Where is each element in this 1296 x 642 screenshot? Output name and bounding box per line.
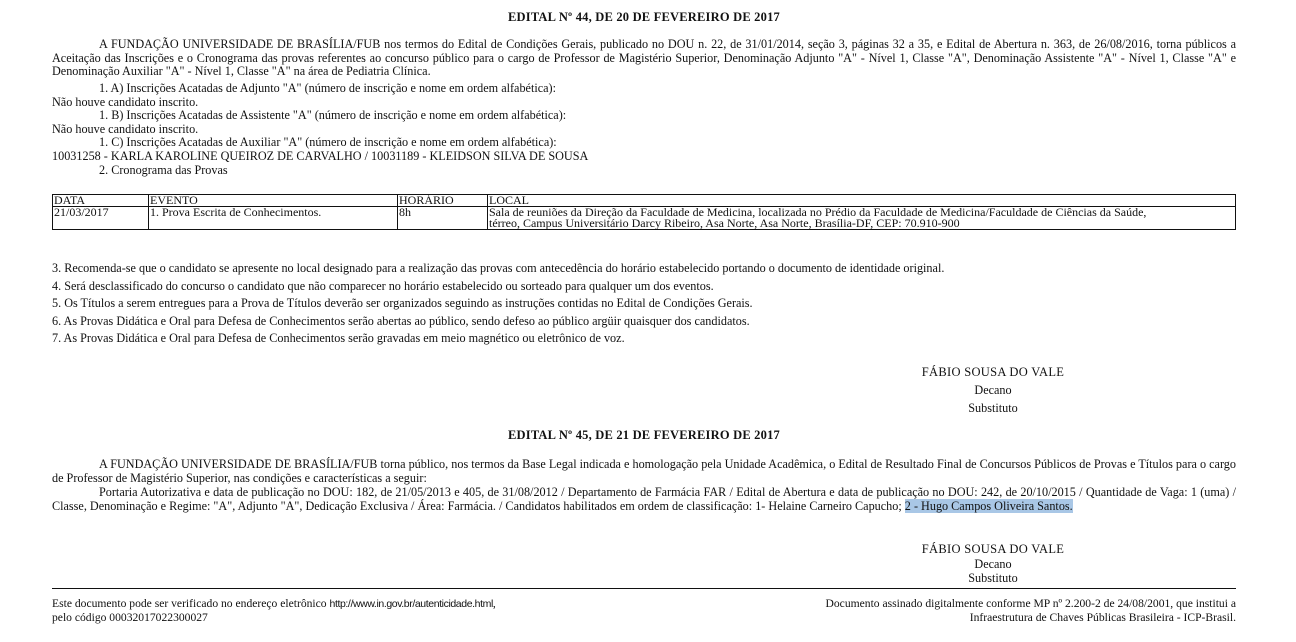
header-data: DATA	[53, 195, 149, 207]
edital-45-title: EDITAL Nº 45, DE 21 DE FEVEREIRO DE 2017	[507, 428, 780, 442]
list-item: 5. Os Títulos a serem entregues para a Prova de Títulos deverão ser organizados seguindo as instruções contidas no Edital de Condições Gerais.	[52, 296, 753, 311]
signature-role: Decano	[974, 383, 1012, 397]
item-1a-heading: 1. A) Inscrições Acatadas de Adjunto "A" (número de inscrição e nome em ordem alfabética):	[99, 81, 556, 95]
edital-44-list	[52, 82, 1236, 177]
item-1b-heading: 1. B) Inscrições Acatadas de Assistente "A" (número de inscrição e nome em ordem alfabética):	[99, 108, 567, 123]
list-item: 6. As Provas Didática e Oral para Defesa de Conhecimentos serão abertas ao público, sendo defeso ao público argüir quaisquer dos candidatos.	[52, 313, 750, 328]
edital-44-items	[52, 262, 1236, 350]
edital-44-signature	[843, 363, 1143, 417]
list-item: 3. Recomenda-se que o candidato se apresente no local designado para a realização das provas com antecedência do horário estabelecido portando o documento de identidade original.	[52, 261, 945, 275]
edital-45-signature	[843, 542, 1143, 586]
edital-45-intro: A FUNDAÇÃO UNIVERSIDADE DE BRASÍLIA/FUB torna público, nos termos da Base Legal indicada e homologação pela Unidade Acadêmica, o Edital de Resultado Final de Concursos Públicos de Provas e Títulos para o cargo de Professor de Magistério Superior, nas condições e características a seguir:	[52, 457, 1236, 485]
schedule-table	[52, 194, 1236, 230]
footer-code: pelo código 00032017022300027	[52, 611, 208, 624]
header-horario: HORÁRIO	[398, 195, 488, 207]
edital-45-body	[52, 486, 1236, 513]
footer-signature-line1: Documento assinado digitalmente conforme MP nº 2.200-2 de 24/08/2001, que institui a	[825, 597, 1236, 610]
item-1c-result: 10031258 - KARLA KAROLINE QUEIROZ DE CARVALHO / 10031189 - KLEIDSON SILVA DE SOUSA	[52, 148, 589, 163]
header-evento: EVENTO	[149, 195, 398, 207]
item-2-heading: 2. Cronograma das Provas	[99, 162, 228, 177]
item-1b-result: Não houve candidato inscrito.	[52, 121, 199, 136]
cell-event: 1. Prova Escrita de Conhecimentos.	[149, 207, 398, 230]
cell-location-line2: térreo, Campus Universitário Darcy Ribeiro, Asa Norte, Asa Norte, Brasília-DF, CEP: 70.910-900	[489, 216, 960, 230]
edital-45-body-text: Portaria Autorizativa e data de publicação no DOU: 182, de 21/05/2013 e 405, de 31/08/2012 / Departamento de Farmácia FAR / Edital de Abertura e data de publicação no DOU: 242, de 20/10/2015 / Quantidade de Vaga: 1 (uma) / Classe, Denominação e Regime: "A", Adjunto "A", Dedicação Exclusiva / Área: Farmácia. / Candidatos habilitados em ordem de classificação: 1- Helaine Carneiro Capucho;	[52, 485, 1236, 513]
footer-comma: ,	[492, 597, 496, 610]
signature-role: Decano	[974, 556, 1012, 571]
cell-location-line1: Sala de reuniões da Direção da Faculdade de Medicina, localizada no Prédio da Faculdade de Medicina/Faculdade de Ciências da Saúde,	[489, 205, 1147, 219]
signature-note: Substituto	[968, 571, 1018, 585]
footer-signature-line2: Infraestrutura de Chaves Públicas Brasileira - ICP-Brasil.	[969, 611, 1236, 624]
footer-divider	[52, 588, 1236, 589]
selected-text-highlight[interactable]: 2 - Hugo Campos Oliveira Santos.	[904, 498, 1073, 513]
footer-signature-note	[826, 597, 1237, 625]
cell-date: 21/03/2017	[53, 207, 149, 230]
edital-44-title: EDITAL Nº 44, DE 20 DE FEVEREIRO DE 2017	[507, 10, 780, 24]
item-1c-heading: 1. C) Inscrições Acatadas de Auxiliar "A" (número de inscrição e nome em ordem alfabética):	[99, 135, 557, 150]
signature-note: Substituto	[968, 401, 1018, 415]
table-row	[53, 207, 1236, 230]
footer-verification-link[interactable]: http://www.in.gov.br/autenticidade.html	[329, 598, 493, 610]
list-item: 7. As Provas Didática e Oral para Defesa de Conhecimentos serão gravadas em meio magnético ou eletrônico de voz.	[52, 331, 625, 346]
signature-name: FÁBIO SOUSA DO VALE	[921, 365, 1065, 379]
footer-verification-text: Este documento pode ser verificado no endereço eletrônico	[52, 597, 330, 610]
item-1a-result: Não houve candidato inscrito.	[52, 94, 199, 109]
footer-verification	[52, 597, 496, 625]
header-local: LOCAL	[488, 195, 1236, 207]
cell-location	[488, 207, 1236, 230]
list-item: 4. Será desclassificado do concurso o candidato que não comparecer no horário estabelecido ou sorteado para qualquer um dos eventos.	[52, 278, 714, 293]
edital-44-intro: A FUNDAÇÃO UNIVERSIDADE DE BRASÍLIA/FUB nos termos do Edital de Condições Gerais, publicado no DOU n. 22, de 31/01/2014, seção 3, páginas 32 a 35, e Edital de Abertura n. 363, de 26/08/2016, torna públicos a Aceitação das Inscrições e o Cronograma das provas referentes ao concurso público para o cargo de Professor de Magistério Superior, Denominação Adjunto "A" - Nível 1, Classe "A", Denominação Assistente "A" - Nível 1, Classe "A" e Denominação Auxiliar "A" - Nível 1, Classe "A" na área de Pediatria Clínica.	[52, 37, 1236, 79]
signature-name: FÁBIO SOUSA DO VALE	[921, 542, 1065, 556]
cell-time: 8h	[398, 207, 488, 230]
